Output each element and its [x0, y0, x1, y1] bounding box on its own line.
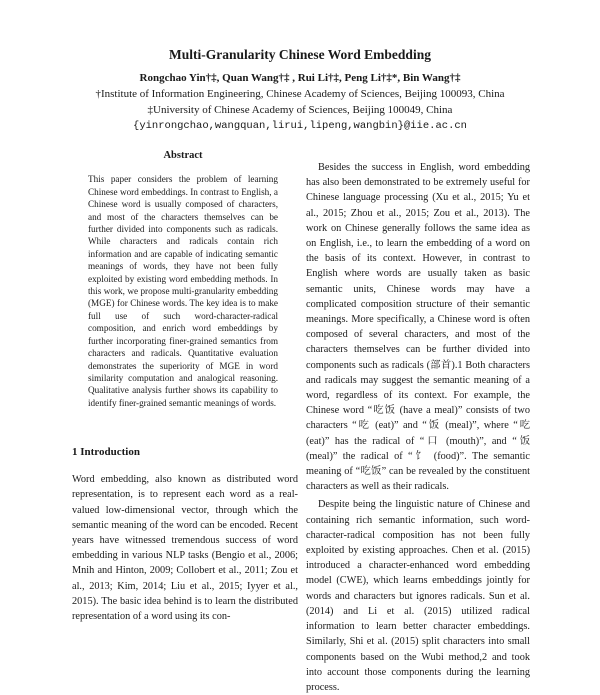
- paper-title: Multi-Granularity Chinese Word Embedding: [169, 47, 431, 62]
- author-names: Rongchao Yin†‡, Quan Wang†‡ , Rui Li†‡, Peng Li†‡*, Bin Wang†‡: [139, 72, 461, 84]
- abstract-section: [88, 150, 278, 409]
- affiliation-1: †Institute of Information Engineering, Chinese Academy of Sciences, Beijing 100093, China: [95, 88, 505, 100]
- introduction-body: Word embedding, also known as distributed word representation, is to represent each word as a real-valued low-dimensional vector, through which the semantic meaning of the word can be encoded. Recent years have witnessed tremendous success of word embedding in various NLP tasks (Bengio et al., 2006; Mnih and Hinton, 2009; Collobert et al., 2011; Zou et al., 2013; Kim, 2014; Liu et al., 2015; Iyyer et al., 2015). The basic idea behind is to learn the distributed representation of a word using its con-: [72, 474, 298, 623]
- abstract-body: This paper considers the problem of learning Chinese word embeddings. In contrast to English, a Chinese word is usually composed of characters, and most of the characters themselves can be further divided into components such as radicals. While characters and radicals contain rich information and are capable of indicating semantic meanings of words, they have not been fully exploited by existing word embedding methods. In this work, we propose multi-granularity embedding (MGE) for Chinese words. The key idea is to make full use of such word-character-radical composition, and enrich word embeddings by further incorporating finer-grained semantics from characters and radicals. Quantitative evaluation demonstrates the superiority of MGE in word similarity computation and analogical reasoning. Qualitative analysis further shows its capability to identify finer-grained semantic meanings of words.: [88, 174, 278, 408]
- author-block: [0, 70, 600, 134]
- introduction-section: [72, 445, 298, 624]
- affiliation-2: ‡University of Chinese Academy of Sciences, Beijing 100049, China: [147, 104, 453, 116]
- author-emails: {yinrongchao,wangquan,lirui,lipeng,wangbin}@iie.ac.cn: [133, 120, 467, 132]
- right-paragraph-2: Despite being the linguistic nature of Chinese and containing rich semantic information, such word-character-radical composition has not been fully exploited by existing approaches. Chen et al. (2015) introduced a character-enhanced word embedding model (CWE), which learns embeddings jointly for words and characters but ignores radicals. Sun et al. (2014) and Li et al. (2015) utilized radical information to learn better character embeddings. Similarly, Shi et al. (2015) split characters into small components based on the Wubi method,2 and took into account those components during the learning process.: [306, 499, 530, 693]
- right-paragraph-1: Besides the success in English, word embedding has also been demonstrated to be extremely useful for Chinese language processing (Xu et al., 2015; Yu et al., 2015; Zhou et al., 2015; Zou et al., 2013). The work on Chinese generally follows the same idea as on English, i.e., to learn the embedding of a word on the basis of its context. However, in contrast to English where words are usually taken as basic semantic units, Chinese words may have a complicated composition structure of their semantic meanings. More specifically, a Chinese word is often composed of several characters, and most of the characters themselves can be further divided into components such as radicals (部首).1 Both characters and radicals may suggest the semantic meaning of a word, regardless of its context. For example, the Chinese word “吃饭 (have a meal)” consists of two characters “吃 (eat)” and “饭 (meal)”, where “吃 (eat)” has the radical of “口 (mouth)”, and “饭 (meal)” the radical of “饣 (food)”. The semantic meaning of “吃饭” can be revealed by the constituent characters as well as their radicals.: [306, 162, 530, 493]
- right-column: [306, 160, 530, 695]
- abstract-heading: Abstract: [163, 150, 203, 161]
- introduction-heading: 1 Introduction: [72, 446, 140, 458]
